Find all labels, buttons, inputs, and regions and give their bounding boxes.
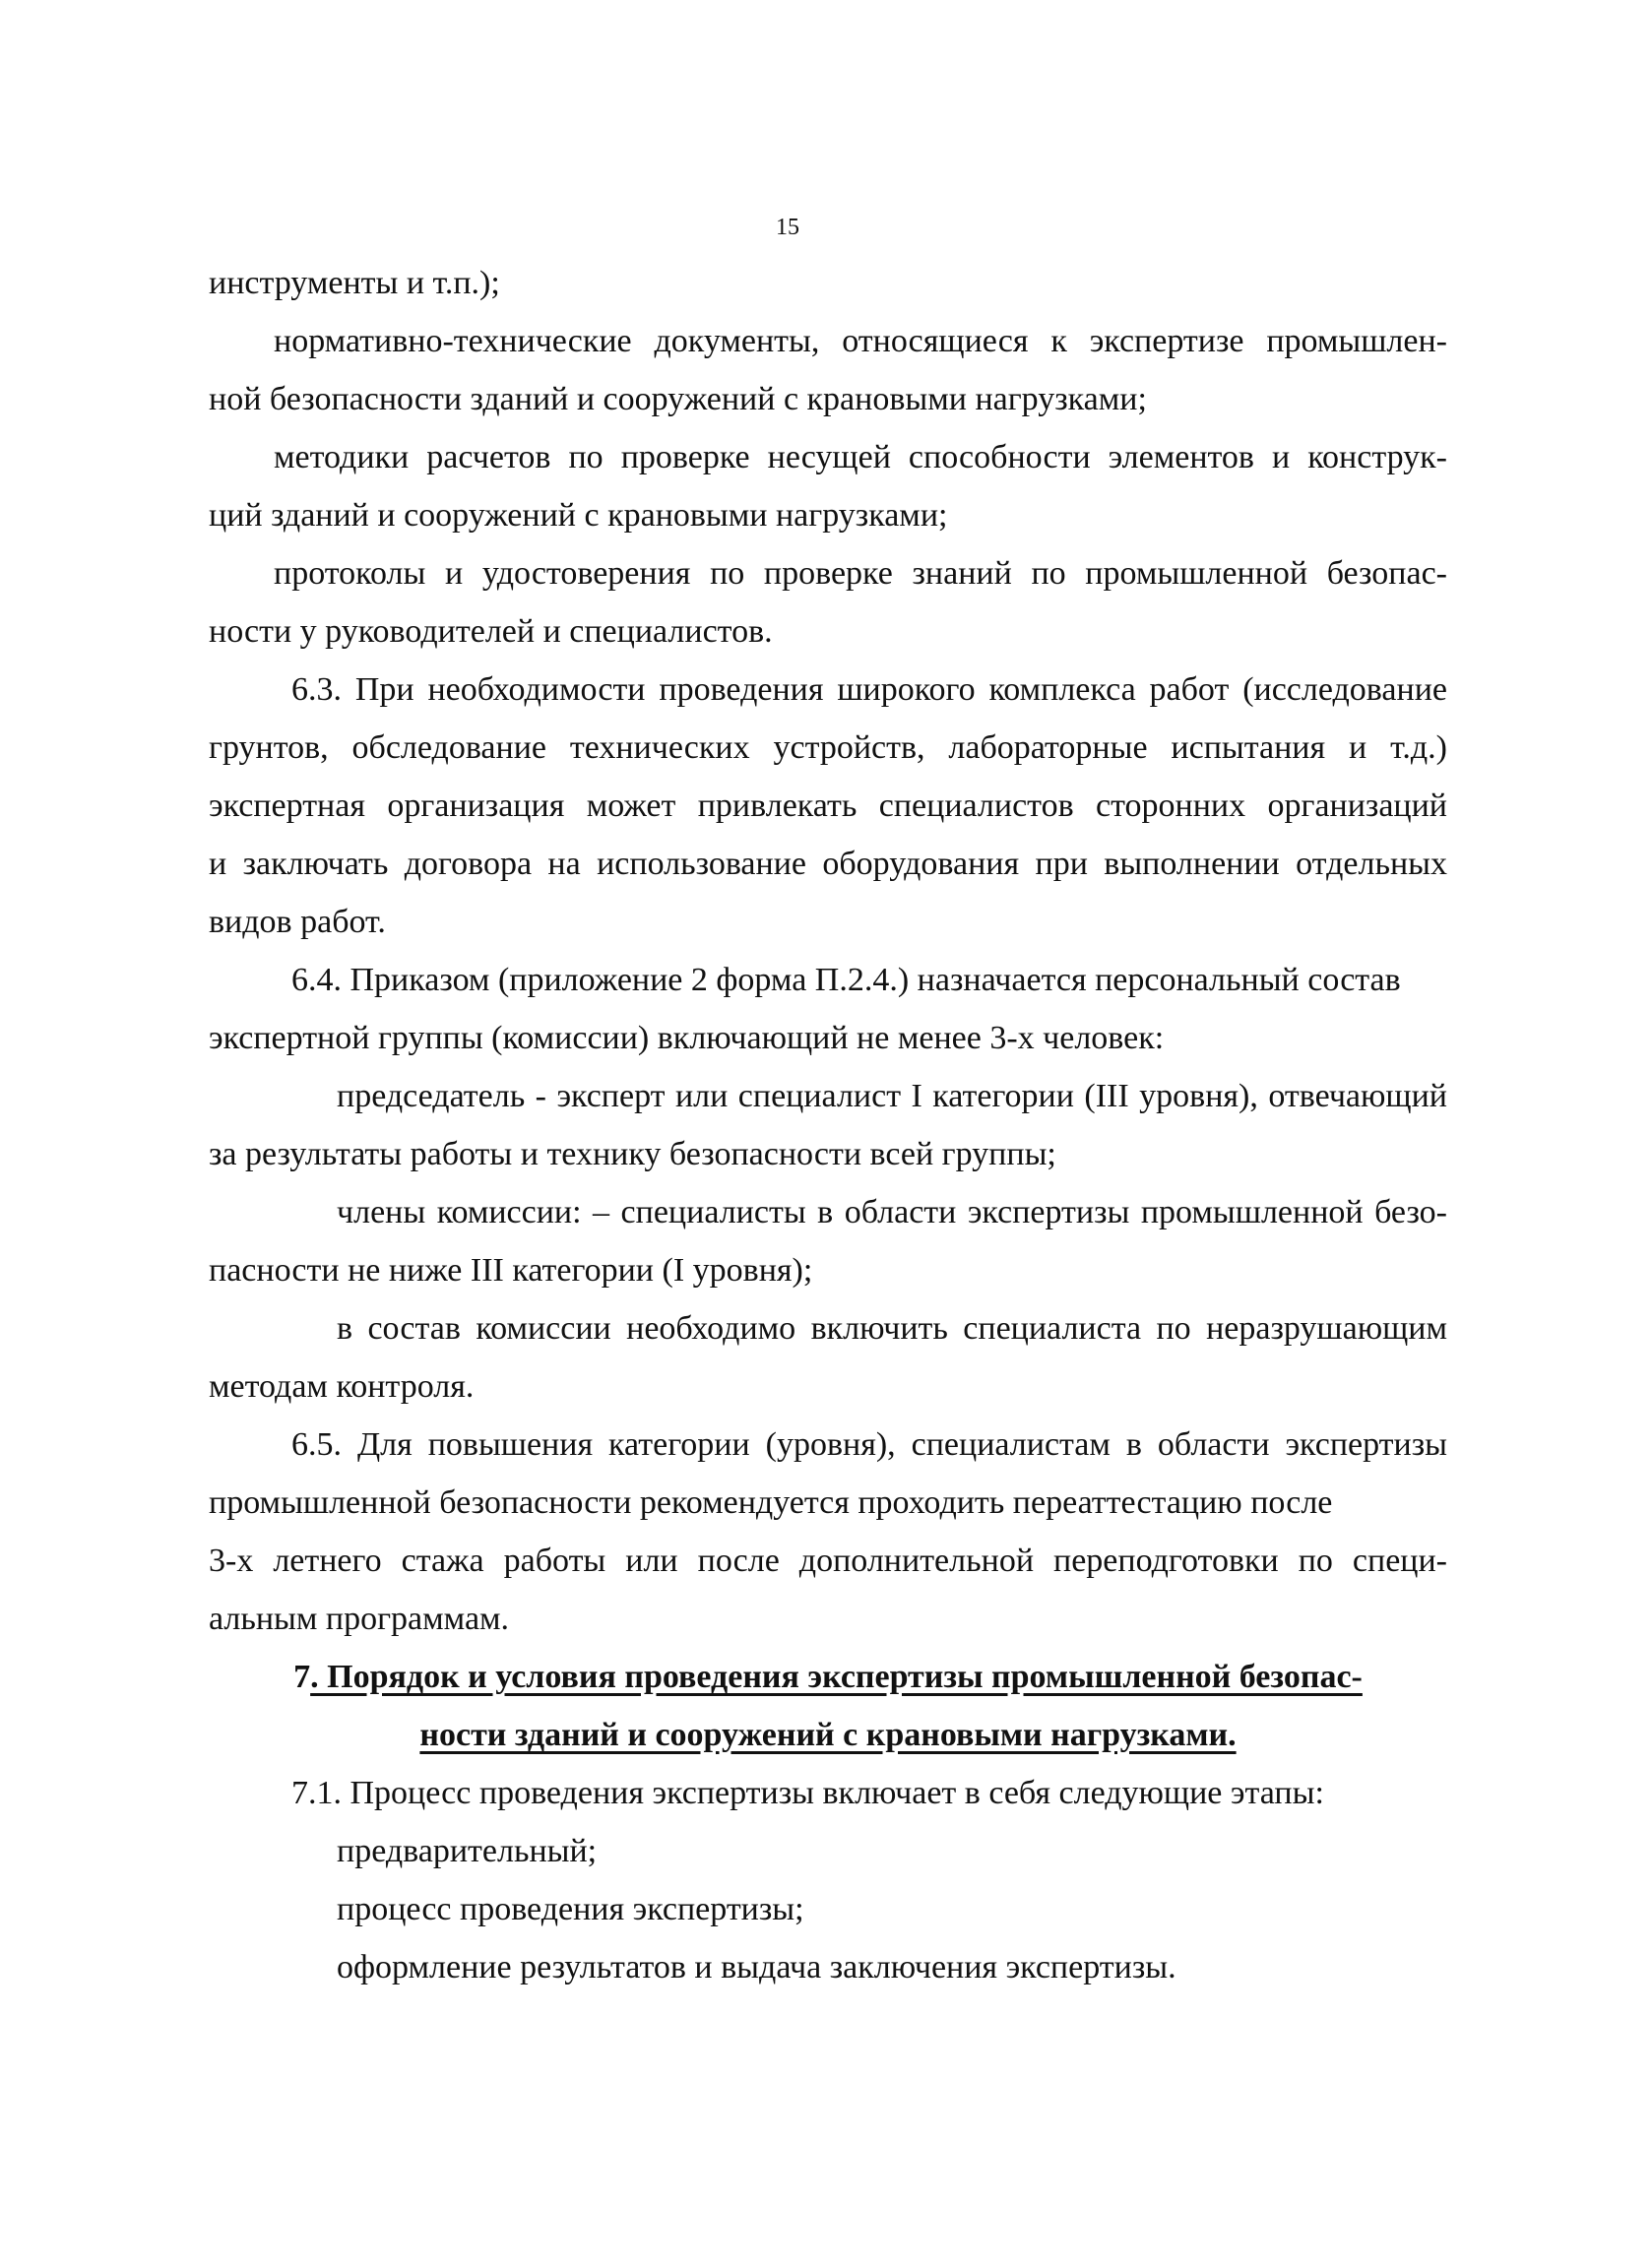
text-line: 3-х летнего стажа работы или после дополнительной переподготовки по специ- [209, 1543, 1447, 1579]
text-line: ций зданий и сооружений с крановыми нагрузками; [209, 497, 948, 534]
text-line: экспертная организация может привлекать специалистов сторонних организаций [209, 788, 1447, 824]
list-item: предварительный; [337, 1833, 598, 1869]
text-line: в состав комиссии необходимо включить специалиста по неразрушающим [337, 1310, 1447, 1347]
text-line: протоколы и удостоверения по проверке знаний по промышленной безопас- [274, 555, 1447, 592]
document-body [209, 254, 1447, 1996]
text-line: ной безопасности зданий и сооружений с крановыми нагрузками; [209, 381, 1147, 417]
section-heading-title-continued: ности зданий и сооружений с крановыми нагрузками. [419, 1717, 1237, 1753]
text-line: и заключать договора на использование оборудования при выполнении отдельных [209, 846, 1447, 882]
text-line: 6.4. Приказом (приложение 2 форма П.2.4.) назначается персональный состав [291, 962, 1401, 998]
section-heading-continued [209, 1706, 1447, 1764]
list-item: оформление результатов и выдача заключения экспертизы. [337, 1949, 1176, 1985]
text-line: экспертной группы (комиссии) включающий не менее 3-х человек: [209, 1020, 1165, 1056]
text-line: инструменты и т.п.); [209, 265, 500, 301]
text-line: видов работ. [209, 904, 386, 940]
page-number: 15 [776, 215, 799, 240]
text-line: методам контроля. [209, 1368, 475, 1405]
text-line: 7.1. Процесс проведения экспертизы включает в себя следующие этапы: [291, 1775, 1324, 1811]
text-line: ности у руководителей и специалистов. [209, 613, 773, 650]
text-line: грунтов, обследование технических устройств, лабораторные испытания и т.д.) [209, 729, 1447, 766]
text-line: председатель - эксперт или специалист I категории (III уровня), отвечающий [337, 1078, 1447, 1114]
section-heading-number: 7 [293, 1659, 311, 1695]
section-heading-title: . Порядок и условия проведения экспертизы промышленной безопас- [310, 1659, 1363, 1695]
section-heading [209, 1648, 1447, 1706]
text-line: альным программам. [209, 1601, 510, 1637]
text-line: методики расчетов по проверке несущей способности элементов и конструк- [274, 439, 1447, 475]
text-line: за результаты работы и технику безопасности всей группы; [209, 1136, 1056, 1172]
text-line: 6.3. При необходимости проведения широкого комплекса работ (исследование [291, 671, 1447, 708]
text-line: пасности не ниже III категории (I уровня); [209, 1252, 813, 1289]
text-line: 6.5. Для повышения категории (уровня), специалистам в области экспертизы [291, 1426, 1447, 1463]
list-item: процесс проведения экспертизы; [337, 1891, 804, 1927]
text-line: промышленной безопасности рекомендуется проходить переаттестацию после [209, 1484, 1333, 1521]
text-line: члены комиссии: – специалисты в области экспертизы промышленной безо- [337, 1194, 1447, 1230]
text-line: нормативно-технические документы, относящиеся к экспертизе промышлен- [274, 323, 1447, 359]
